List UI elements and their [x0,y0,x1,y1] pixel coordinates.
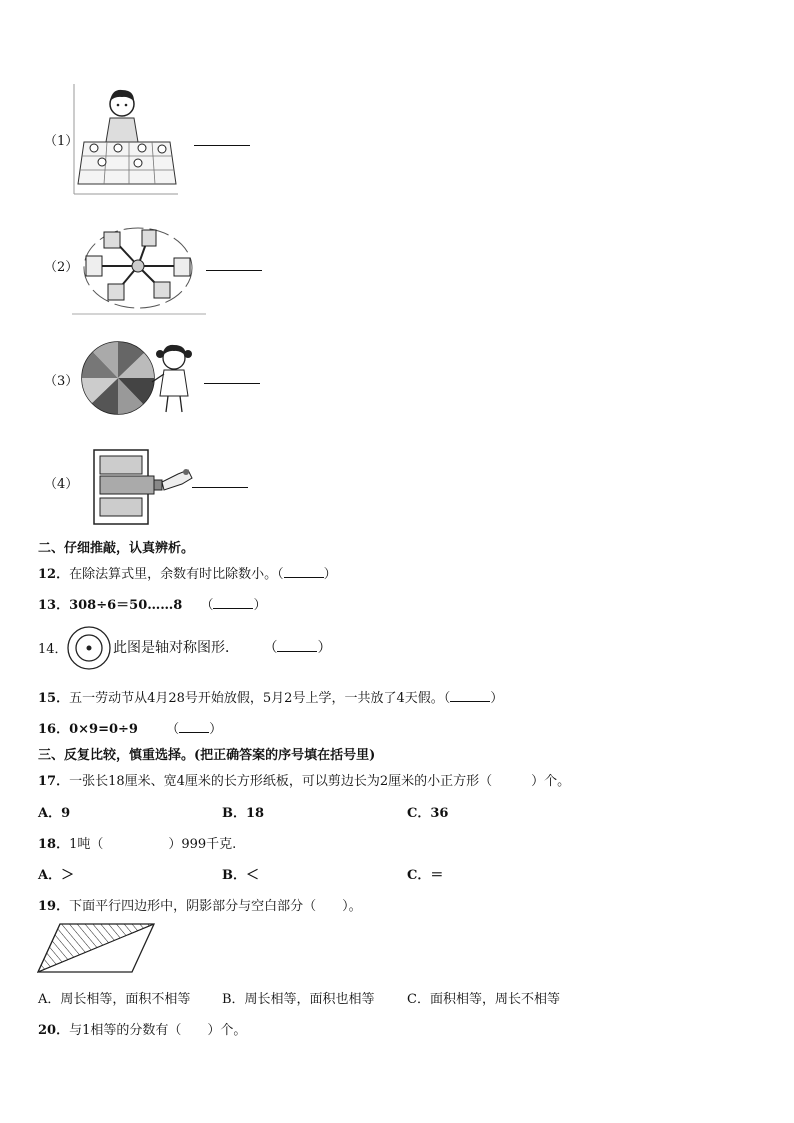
question-18-option-a[interactable]: A．＞ [38,868,75,883]
question-12-number: 12． [38,567,70,582]
spinning-ride-icon [72,222,208,316]
question-20 [38,1019,246,1038]
question-16-open-bracket: （ [166,722,180,737]
question-14-answer-blank[interactable] [277,641,317,652]
question-13-close-bracket: ） [253,598,267,613]
question-16-number: 16． [38,722,70,737]
question-19-option-c[interactable]: C．面积相等，周长不相等 [407,992,560,1007]
question-16-close-bracket: ） [209,722,223,737]
question-17-option-c[interactable]: C．36 [407,806,449,821]
drawer-being-pulled-icon [90,446,194,526]
question-14-text: 此图是轴对称图形． [113,640,239,656]
question-18-option-b[interactable]: B．＜ [222,868,259,883]
question-19-option-a[interactable]: A．周长相等，面积不相等 [38,992,191,1007]
picture-3-label: （3） [44,374,79,389]
question-12-text: 在除法算式里，余数有时比除数小。（ [69,567,284,582]
picture-2-label: （2） [44,260,79,275]
question-15-text: 五一劳动节从4月28号开始放假，5月2号上学，一共放了4天假。（ [69,691,451,706]
concentric-circles-icon [66,625,112,671]
question-20-number: 20． [38,1023,70,1038]
section-2-heading: 二、仔细推敲，认真辨析。 [38,541,195,556]
question-16 [38,718,222,737]
boy-playing-chess-icon [72,84,180,196]
question-19-text: 下面平行四边形中，阴影部分与空白部分（ ）。 [69,899,362,914]
question-18 [38,833,236,852]
picture-3-answer-blank[interactable] [204,383,260,384]
question-15-answer-blank[interactable] [450,691,490,702]
picture-2-answer-blank[interactable] [206,270,262,271]
question-15-close-bracket: ） [490,691,504,706]
question-20-text: 与1相等的分数有（ ）个。 [69,1023,247,1038]
question-12-close-bracket: ） [323,567,337,582]
question-18-option-c[interactable]: C．＝ [407,868,444,883]
question-17-option-a[interactable]: A．9 [38,806,71,821]
question-15 [38,687,503,706]
question-13-number: 13． [38,598,70,613]
question-17 [38,770,570,789]
picture-1-label: （1） [44,134,79,149]
question-17-number: 17． [38,774,70,789]
question-16-answer-blank[interactable] [179,722,209,733]
question-13-answer-blank[interactable] [213,598,253,609]
question-14-text-row [113,637,331,657]
question-19 [38,895,362,914]
parallelogram-figure [36,922,158,976]
question-19-number: 19． [38,899,70,914]
question-12-answer-blank[interactable] [284,567,324,578]
section-3-heading: 三、反复比较，慎重选择。(把正确答案的序号填在括号里) [38,748,376,763]
question-19-option-b[interactable]: B．周长相等，面积也相等 [222,992,375,1007]
question-14-number: 14． [38,642,68,657]
picture-1-answer-blank[interactable] [194,145,250,146]
question-13-open-bracket: （ [200,598,214,613]
question-14-open-bracket: （ [263,640,278,656]
question-12 [38,563,337,582]
question-17-text: 一张长18厘米、宽4厘米的长方形纸板，可以剪边长为2厘米的小正方形（ ）个。 [69,774,571,789]
question-16-text: 0×9=0÷9 [69,722,138,737]
question-13 [38,594,266,613]
question-17-option-b[interactable]: B．18 [222,806,265,821]
question-18-text: 1吨（ ）999千克. [69,837,237,852]
question-15-number: 15． [38,691,70,706]
question-14-close-bracket: ） [317,640,332,656]
picture-4-answer-blank[interactable] [192,487,248,488]
question-13-text: 308÷6＝50……8 [69,598,183,613]
girl-with-fan-icon [80,336,200,418]
picture-4-label: （4） [44,477,79,492]
question-18-number: 18． [38,837,70,852]
